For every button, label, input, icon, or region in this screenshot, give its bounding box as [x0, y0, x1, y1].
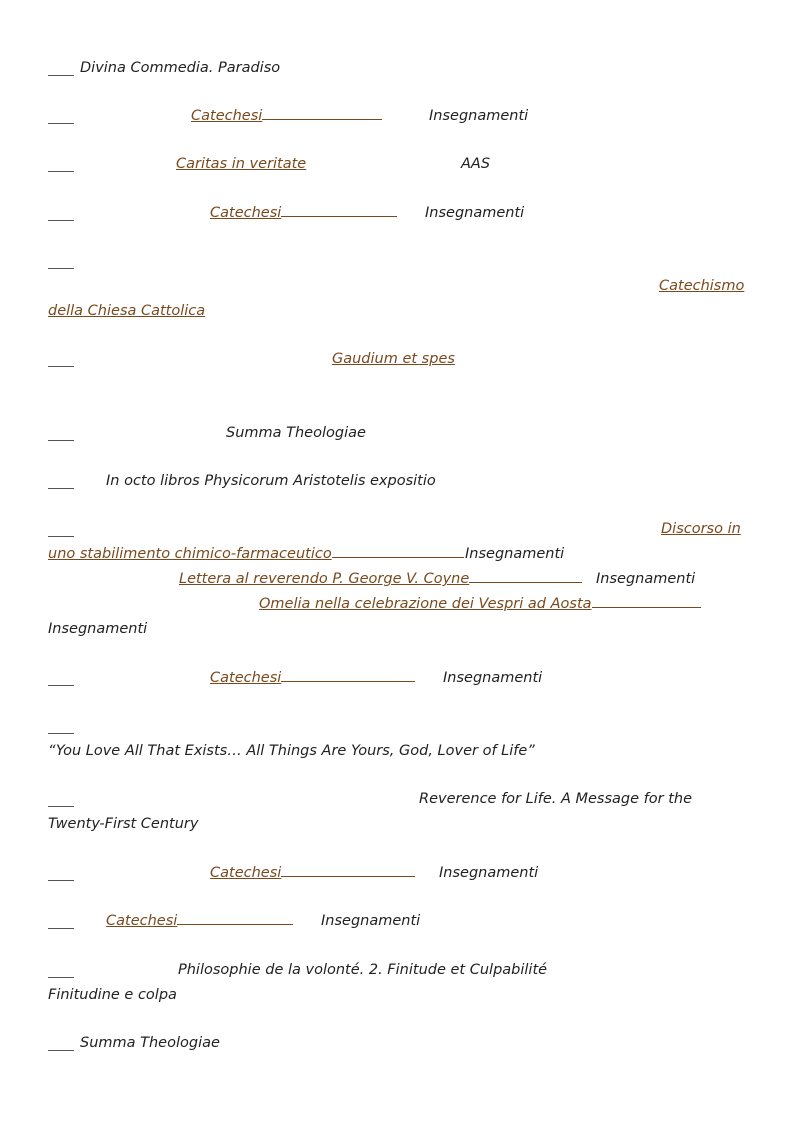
catechesi-link-row[interactable]	[191, 107, 382, 125]
entry-title: Divina Commedia. Paradiso	[80, 60, 281, 76]
link-underline	[281, 216, 397, 217]
catechesi-link[interactable]: Catechesi	[106, 913, 178, 929]
entry-title: Summa Theologiae	[226, 425, 366, 441]
series-name: Insegnamenti	[596, 571, 696, 587]
link-underline	[281, 876, 415, 877]
series-name: Insegnamenti	[425, 205, 525, 221]
entry-title: In octo libros Physicorum Aristotelis expositio	[106, 473, 436, 489]
link-underline	[262, 119, 382, 120]
blank-line	[48, 806, 74, 807]
blank-line	[48, 536, 74, 537]
coyne-link-row[interactable]	[179, 570, 582, 588]
link-underline	[281, 681, 415, 682]
series-name: Insegnamenti	[321, 913, 421, 929]
blank-line	[48, 685, 74, 686]
blank-line	[48, 488, 74, 489]
series-name: AAS	[461, 156, 491, 172]
lettera-coyne-link[interactable]: Lettera al reverendo P. George V. Coyne	[179, 571, 470, 587]
entry-title: “You Love All That Exists… All Things Are Yours, God, Lover of Life”	[48, 743, 535, 759]
series-name: Insegnamenti	[439, 865, 539, 881]
link-underline	[332, 557, 464, 558]
blank-line	[48, 1050, 74, 1051]
series-name: Insegnamenti	[429, 108, 529, 124]
catechesi-link[interactable]: Catechesi	[210, 205, 282, 221]
blank-line	[48, 366, 74, 367]
catechismo-link-continued[interactable]: della Chiesa Cattolica	[48, 303, 206, 319]
blank-line	[48, 75, 74, 76]
entry-title-continued: Twenty-First Century	[48, 816, 199, 832]
entry-title: Summa Theologiae	[80, 1035, 220, 1051]
entry-title: Reverence for Life. A Message for the	[419, 791, 693, 807]
catechesi-link-row[interactable]	[106, 912, 293, 930]
blank-line	[48, 928, 74, 929]
catechismo-link[interactable]: Catechismo	[659, 278, 745, 294]
blank-line	[48, 977, 74, 978]
caritas-in-veritate-link[interactable]: Caritas in veritate	[176, 156, 307, 172]
blank-line	[48, 733, 74, 734]
blank-line	[48, 171, 74, 172]
catechesi-link-row[interactable]	[210, 864, 415, 882]
blank-line	[48, 123, 74, 124]
series-name: Insegnamenti	[465, 546, 565, 562]
link-underline	[469, 582, 582, 583]
link-underline	[177, 924, 293, 925]
entry-translation: Finitudine e colpa	[48, 987, 177, 1003]
gaudium-et-spes-link[interactable]: Gaudium et spes	[332, 351, 455, 367]
blank-line	[48, 220, 74, 221]
catechesi-link[interactable]: Catechesi	[191, 108, 263, 124]
link-underline	[592, 607, 701, 608]
discorso-link[interactable]: Discorso in	[661, 521, 741, 537]
entry-title: Philosophie de la volonté. 2. Finitude et Culpabilité	[178, 962, 548, 978]
catechesi-link-row[interactable]	[210, 669, 415, 687]
omelia-aosta-link[interactable]: Omelia nella celebrazione dei Vespri ad Aosta	[259, 596, 592, 612]
blank-line	[48, 440, 74, 441]
aosta-link-row[interactable]	[259, 595, 701, 613]
discorso-link-row[interactable]	[48, 545, 464, 563]
blank-line	[48, 880, 74, 881]
discorso-link-continued[interactable]: uno stabilimento chimico-farmaceutico	[48, 546, 332, 562]
catechesi-link[interactable]: Catechesi	[210, 670, 282, 686]
series-name: Insegnamenti	[443, 670, 543, 686]
blank-line	[48, 268, 74, 269]
series-name: Insegnamenti	[48, 621, 148, 637]
catechesi-link-row[interactable]	[210, 204, 397, 222]
catechesi-link[interactable]: Catechesi	[210, 865, 282, 881]
